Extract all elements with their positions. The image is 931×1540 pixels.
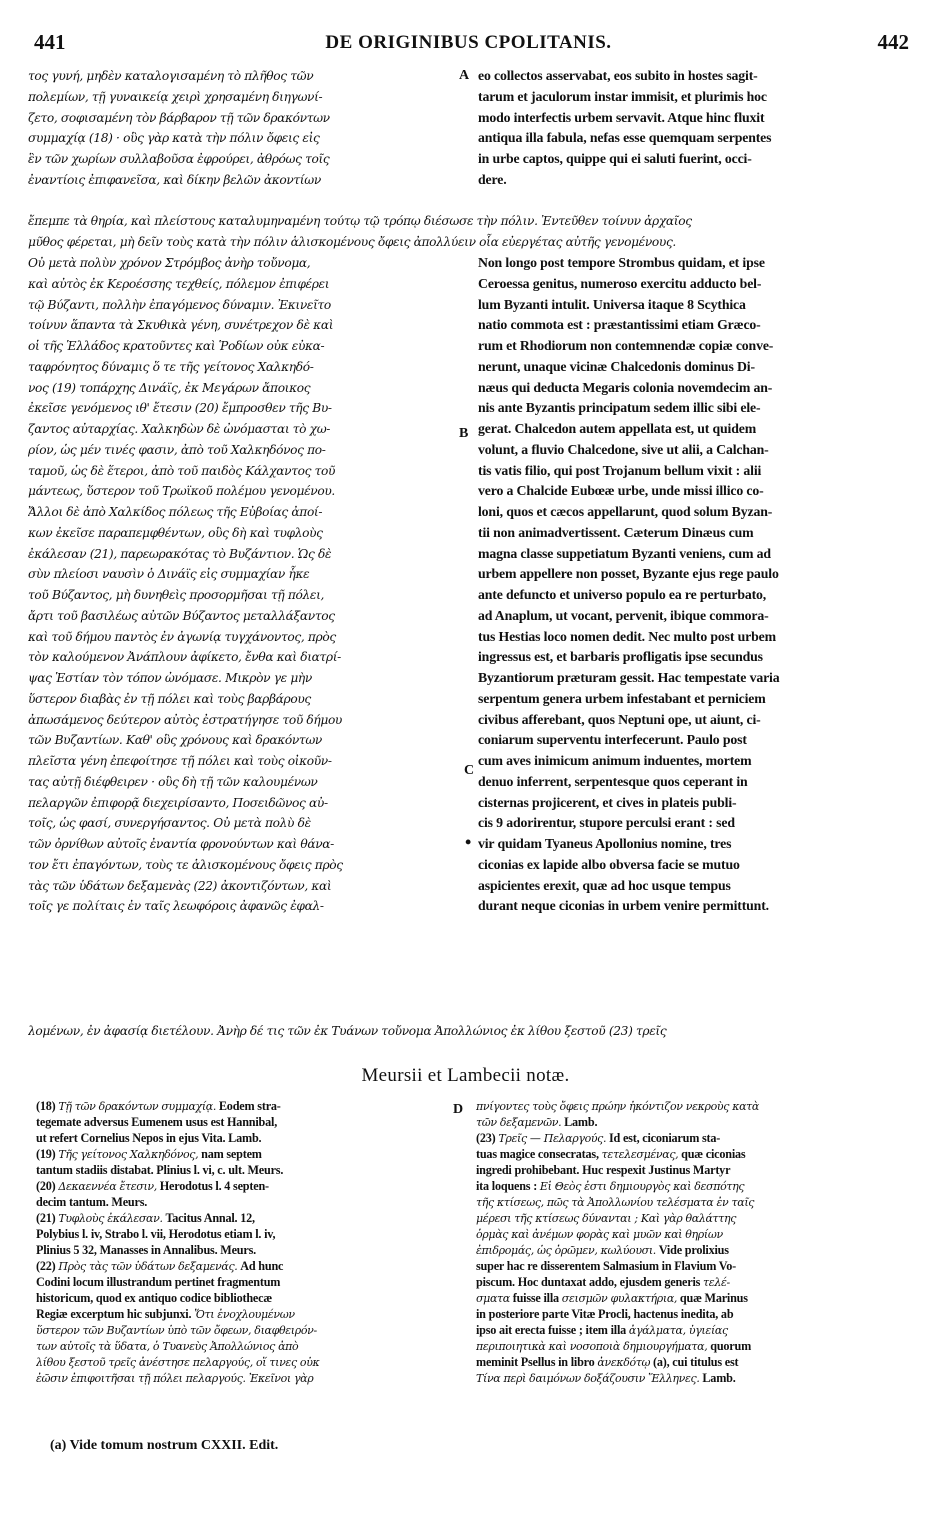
note-line <box>476 1322 912 1338</box>
text-line: aspicientes erexit, quæ ad hoc usque tempus <box>478 877 731 893</box>
text-line: Ceroessa genitus, numeroso exercitu adducto bel- <box>478 275 762 291</box>
greek-fragment: ἐπιδρομάς, ὡς ὁρῶμεν, κωλύουσι. <box>476 1244 656 1257</box>
greek-fragment: Τρεῖς — Πελαργούς. <box>498 1132 607 1145</box>
note-line <box>476 1114 912 1130</box>
latin-fragment: meminit Psellus in libro <box>476 1355 598 1369</box>
greek-column-main <box>28 253 465 917</box>
text-line: ἐκεῖσε γενόμενος ιθ' ἔτεσιν (20) ἔμπροσθεν τῆς Βυ- <box>28 401 332 416</box>
text-line: ζετο, σοφισαμένη τὸν βάρβαρον τῇ τῶν δρακόντων <box>28 110 330 125</box>
latin-fragment: Lamb. <box>699 1371 736 1385</box>
text-line: πελαργῶν ἐπιφορᾷ διεχειρίσαντο, Ποσειδῶνος αὐ- <box>28 795 328 810</box>
latin-fragment: (22) <box>36 1259 59 1273</box>
text-line: in urbe captos, quippe qui ei saluti fuerint, occi- <box>478 151 752 166</box>
latin-fragment: tegemate adversus Eumenem usus est Hannibal, <box>36 1115 278 1129</box>
note-line <box>36 1290 440 1306</box>
text-line: dere. <box>478 171 507 187</box>
text-line: nis ante Byzantis principatum sedem illic sibi ele- <box>478 400 761 416</box>
text-line: ἄρτι τοῦ βασιλέως αὐτῶν Βύζαντος μεταλλάξαντος <box>28 608 335 623</box>
note-line <box>476 1306 912 1322</box>
text-line: ἀπωσάμενος δεύτερον αὐτὸς ἐστρατήγησε τοῦ δήμου <box>28 712 342 727</box>
greek-fragment: Τίνα περὶ δαιμόνων δοξάζουσιν Ἕλληνες. <box>476 1372 700 1385</box>
note-line <box>36 1242 440 1258</box>
text-line: ciconias ex lapide albo obversa facie se mutuo <box>478 856 740 872</box>
notes-left-column <box>36 1098 440 1386</box>
greek-fragment: Τυφλοὺς ἐκάλεσαν. <box>58 1212 163 1225</box>
text-line: ad Anaplum, ut vocant, pervenit, ibique commora- <box>478 607 769 623</box>
note-line <box>36 1098 440 1114</box>
text-line: τας αὐτῇ διέφθειρεν · οὓς δὴ τῇ τῶν καλουμένων <box>28 774 318 789</box>
greek-fragment: Πρὸς τὰς τῶν ὑδάτων δεξαμενάς. <box>58 1260 238 1273</box>
latin-fragment: tuas magice consecratas, <box>476 1147 602 1161</box>
greek-fragment: πνίγοντες τοὺς ὄφεις πρώην ἠκόντιζον νεκροὺς κατὰ <box>476 1100 759 1113</box>
latin-fragment: (19) <box>36 1147 59 1161</box>
latin-fragment: Lamb. <box>561 1115 598 1129</box>
greek-fragment: τῆς κτίσεως, πῶς τὰ Ἀπολλωνίου τελέσματα ἐν ταῖς <box>476 1196 755 1209</box>
text-line: ante defuncto et universo populo ea re perturbato, <box>478 587 767 602</box>
greek-fragment: Δεκαεννέα ἔτεσιν, <box>58 1180 157 1193</box>
text-line: νος (19) τοπάρχης Δινάϊς, ἐκ Μεγάρων ἄποικος <box>28 380 311 395</box>
note-line <box>36 1274 440 1290</box>
text-line: τοῖς, ὡς φασί, συνεργήσαντος. Οὐ μετὰ πολὺ δὲ <box>28 816 311 831</box>
text-line: natio commota est : præstantissimi etiam Græco- <box>478 317 761 333</box>
latin-fragment: ipso ait erecta fuisse ; item illa <box>476 1323 629 1337</box>
text-line: tis vatis filio, qui post Trojanum bellum vixit : alii <box>478 462 762 478</box>
text-line: serpentum genera urbem infestabant et perniciem <box>478 690 766 706</box>
running-title: DE ORIGINIBUS CPOLITANIS. <box>325 32 612 53</box>
note-line <box>36 1258 440 1274</box>
text-line: vir quidam Tyaneus Apollonius nomine, tres <box>478 836 732 851</box>
text-line: vero a Chalcide Eubœæ urbe, unde missi illico co- <box>478 483 764 499</box>
notes-right-column <box>476 1098 912 1386</box>
note-line <box>36 1162 440 1178</box>
latin-fragment: Codini locum illustrandum pertinet fragmentum <box>36 1275 281 1289</box>
greek-fragment: περιποιητικὰ καὶ νοσοποιὰ δημιουργήματα, <box>476 1340 708 1353</box>
text-line: καὶ τοῦ δήμου παντὸς ἐν ἀγωνίᾳ τυγχάνοντος, πρὸς <box>28 629 336 644</box>
note-line <box>476 1274 912 1290</box>
note-line <box>36 1354 440 1370</box>
text-line: magna classe suppetiatum Byzanti veniens, cum ad <box>478 545 771 561</box>
latin-fragment: ita loquens : <box>476 1179 540 1193</box>
note-line <box>476 1354 912 1370</box>
text-line: τοῦ Βύζαντος, μὴ δυνηθεὶς προσορμῆσαι τῇ πόλει, <box>28 588 325 602</box>
latin-fragment: (20) <box>36 1179 59 1193</box>
greek-fragment: Τῇ τῶν δρακόντων συμμαχίᾳ. <box>58 1100 217 1113</box>
text-line: πλεῖστα γένη ἐπεφοίτησε τῇ πόλει καὶ τοὺς οἰκοῦν- <box>28 754 332 768</box>
text-line: rum et Rhodiorum non contemnendæ copiæ conve- <box>478 338 774 353</box>
text-line: συμμαχίᾳ (18) · οὓς γὰρ κατὰ τὴν πόλιν ὄφεις εἰς <box>28 131 320 146</box>
text-line: urbem appellere non posset, Byzante ejus rege paulo <box>478 566 779 582</box>
notes-section-title: Meursii et Lambecii notæ. <box>361 1065 570 1086</box>
text-line: gerat. Chalcedon autem appellata est, ut quidem <box>478 421 757 436</box>
text-line: eo collectos asservabat, eos subito in hostes sagit- <box>478 68 758 83</box>
text-line: λομένων, ἐν ἀφασίᾳ διετέλουν. Ἀνὴρ δέ τις τῶν ἐκ Τυάνων τοὔνομα Ἀπολλώνιος ἐκ λίθου ξεστοῦ (23) τρεῖς <box>28 1024 667 1038</box>
latin-column-top <box>478 66 914 191</box>
latin-fragment: (a), cui titulus est <box>650 1355 739 1369</box>
text-line: volunt, a fluvio Chalcedone, sive ut alii, a Calchan- <box>478 441 769 457</box>
latin-fragment: quorum <box>707 1339 752 1353</box>
text-line: ingressus est, et barbaris profligatis ipse secundus <box>478 649 763 665</box>
text-line: ρίον, ὡς μέν τινές φασιν, ἀπὸ τοῦ Χαλκηδόνος πο- <box>28 442 326 457</box>
text-line: ταφρόνητος δύναμις ὅ τε τῆς γείτονος Χαλκηδό- <box>28 359 314 374</box>
text-line: coniarum superventu interfecerunt. Paulo post <box>478 732 747 748</box>
greek-fragment: σεισμῶν φυλακτήρια, <box>561 1292 678 1305</box>
greek-fragment: τελέ- <box>703 1276 730 1289</box>
note-line <box>476 1146 912 1162</box>
latin-fragment: (21) <box>36 1211 59 1225</box>
text-line: κων ἐκεῖσε παραπεμφθέντων, οὓς δὴ καὶ τυφλοὺς <box>28 525 323 540</box>
text-line: Non longo post tempore Strombus quidam, et ipse <box>478 255 765 270</box>
greek-fragment: Ὅτι ἐνοχλουμένων <box>194 1308 295 1321</box>
text-line: τοῖς γε πολίταις ἐν ταῖς λεωφόροις ἀφανῶς ἐφαλ- <box>28 899 324 914</box>
latin-fragment: decim tantum. Meurs. <box>36 1195 148 1209</box>
text-line: τος γυνή, μηδὲν καταλογισαμένη τὸ πλῆθος τῶν <box>28 69 314 83</box>
latin-fragment: Regiæ excerptum hic subjunxi. <box>36 1307 195 1321</box>
note-line <box>476 1194 912 1210</box>
latin-column-main <box>478 253 914 917</box>
latin-fragment: Plinius 5 32, Manasses in Annalibus. Meurs. <box>36 1243 256 1257</box>
note-line <box>36 1226 440 1242</box>
text-line: τὰς τῶν ὑδάτων δεξαμενὰς (22) ἀκοντιζόντων, καὶ <box>28 878 332 893</box>
greek-fragment: Τῆς γείτονος Χαλκηδόνος, <box>58 1148 199 1161</box>
latin-fragment: fuisse illa <box>509 1291 562 1305</box>
latin-fragment: Eodem stra- <box>216 1099 281 1113</box>
margin-marker-d: D <box>453 1102 464 1117</box>
note-line <box>36 1114 440 1130</box>
latin-fragment: ut refert Cornelius Nepos in ejus Vita. Lamb. <box>36 1131 262 1145</box>
note-line <box>476 1162 912 1178</box>
greek-fragment: ἀνεκδότῳ <box>597 1356 651 1369</box>
greek-fragment: Εἰ Θεὸς ἐστι δημιουργὸς καὶ δεσπότης <box>539 1180 745 1193</box>
greek-fragment: σματα <box>476 1292 510 1305</box>
note-line <box>476 1130 912 1146</box>
text-line: tarum et jaculorum instar immisit, et plurimis hoc <box>478 88 767 104</box>
note-line <box>476 1098 912 1114</box>
latin-fragment: super hac re disserentem Salmasium in Flavium Vo- <box>476 1259 737 1273</box>
text-line: ἐναντίοις ἐπιφανεῖσα, καὶ δίκην βελῶν ἀκοντίων <box>28 172 321 187</box>
latin-fragment: historicum, quod ex antiquo codice bibliothecæ <box>36 1291 272 1305</box>
text-line: πολεμίων, τῇ γυναικείᾳ χειρὶ χρησαμένη διηγωνί- <box>28 89 323 104</box>
text-line: loni, quos et cæcos appellarunt, quod solum Byzan- <box>478 504 773 519</box>
note-line <box>36 1306 440 1322</box>
text-line: antiqua illa fabula, nefas esse quemquam serpentes <box>478 130 772 146</box>
latin-fragment: (23) <box>476 1131 499 1145</box>
latin-fragment: Polybius l. iv, Strabo l. vii, Herodotus etiam l. iv, <box>36 1227 276 1241</box>
greek-fragment: ἐῶσιν ἐπιφοιτῆσαι τῇ πόλει πελαργούς. Ἐκεῖνοι γὰρ <box>36 1372 314 1385</box>
editor-footnote: (a) Vide tomum nostrum CXXII. Edit. <box>50 1438 279 1453</box>
text-line: denuo inferrent, serpentesque quos ceperant in <box>478 773 748 789</box>
latin-fragment: tantum stadiis distabat. Plinius l. vi, c. ult. Meurs. <box>36 1163 284 1177</box>
greek-fragment: μέρεσι τῆς κτίσεως δύνανται ; Καὶ γὰρ θαλάττης <box>476 1212 737 1225</box>
text-line: lum Byzanti intulit. Universa itaque 8 Scythica <box>478 296 746 312</box>
text-line: cum aves inimicum animum induentes, mortem <box>478 753 752 768</box>
text-line: Ἄλλοι δὲ ἀπὸ Χαλκίδος πόλεως τῆς Εὐβοίας ἀποί- <box>28 505 323 519</box>
greek-fragment: των αὐτοῖς τὰ ὕδατα, ὁ Τυανεὺς Ἀπολλώνιος ἀπὸ <box>36 1340 299 1353</box>
latin-fragment: piscum. Hoc duntaxat addo, ejusdem generis <box>476 1275 704 1289</box>
margin-dot: • <box>465 832 472 852</box>
greek-fragment: ὕστερον τῶν Βυζαντίων ὑπὸ τῶν ὄφεων, διαφθειρόν- <box>36 1324 317 1337</box>
note-line <box>36 1210 440 1226</box>
greek-fragment: λίθου ξεστοῦ τρεῖς ἀνέστησε πελαργούς, οἵ τινες οὐκ <box>36 1356 320 1369</box>
text-line: ψας Ἑστίαν τὸν τόπον ὠνόμασε. Μικρὸν γε μὴν <box>28 671 312 685</box>
text-line: modo interfectis urbem servavit. Atque hinc fluxit <box>478 109 765 125</box>
note-line <box>476 1178 912 1194</box>
note-line <box>476 1290 912 1306</box>
text-line: τον ἔτι ἐπαγόντων, τοὺς τε ἁλισκομένους ὄφεις πρὸς <box>28 857 343 872</box>
note-line <box>476 1210 912 1226</box>
note-line <box>476 1258 912 1274</box>
latin-fragment: Tacitus Annal. 12, <box>162 1211 255 1225</box>
latin-fragment: Herodotus l. 4 septen- <box>156 1179 269 1193</box>
page-number-left: 441 <box>34 30 66 54</box>
text-line: καὶ αὐτὸς ἐκ Κεροέσσης τεχθείς, πόλεμον ἐπιφέρει <box>28 276 330 291</box>
margin-marker-a: A <box>459 68 470 83</box>
greek-column-top <box>28 66 465 191</box>
latin-fragment: (18) <box>36 1099 59 1113</box>
text-line: næus qui deducta Megaris colonia novemdecim an- <box>478 379 773 395</box>
note-line <box>36 1194 440 1210</box>
latin-fragment: quæ Marinus <box>677 1291 748 1305</box>
greek-full-width-lines <box>28 211 916 253</box>
text-line: οἱ τῆς Ἑλλάδος κρατοῦντες καὶ Ῥοδίων οὐκ εὐκα- <box>28 339 325 353</box>
text-line: ἔπεμπε τὰ θηρία, καὶ πλείστους καταλυμηναμένη τούτῳ τῷ τρόπῳ διέσωσε τὴν πόλιν. Ἐντεῦθεν τοίνυν ἀρχαῖος <box>28 214 692 228</box>
latin-fragment: Vide prolixius <box>655 1243 729 1257</box>
text-line: μάντεως, ὕστερον τοῦ Τρωϊκοῦ πολέμου γενομένου. <box>28 484 335 499</box>
text-line: nerunt, unaque vicinæ Chalcedonis dominus Di- <box>478 358 755 374</box>
text-line: civibus afferebant, quos Neptuni ope, ut aiunt, ci- <box>478 711 761 727</box>
note-line <box>476 1338 912 1354</box>
text-line: ὕστερον διαβὰς ἐν τῇ πόλει καὶ τοὺς βαρβάρους <box>28 691 311 706</box>
text-line: ζαντος αὐταρχίας. Χαλκηδὼν δὲ ὠνόμασται τὸ χω- <box>28 422 331 436</box>
text-line: τὸν καλούμενον Ἀνάπλουν ἀφίκετο, ἔνθα καὶ διατρί- <box>28 650 341 665</box>
latin-fragment: ingredi prohibebant. Huc respexit Justinus Martyr <box>476 1163 731 1177</box>
latin-fragment: quæ ciconias <box>678 1147 746 1161</box>
text-line: ταμοῦ, ὡς δὲ ἕτεροι, ἀπὸ τοῦ παιδὸς Κάλχαντος τοῦ <box>28 463 336 478</box>
latin-fragment: Id est, ciconiarum sta- <box>606 1131 721 1145</box>
text-line: Byzantiorum præturam gessit. Hac tempestate varia <box>478 670 780 685</box>
text-line: cis 9 adorirentur, stupore perculsi erant : sed <box>478 815 735 831</box>
note-line <box>36 1338 440 1354</box>
text-line: Οὐ μετὰ πολὺν χρόνον Στρόμβος ἀνὴρ τοὔνομα, <box>28 256 311 270</box>
note-line <box>36 1178 440 1194</box>
note-line <box>36 1130 440 1146</box>
text-line: tus Hestias loco nomen dedit. Nec multo post urbem <box>478 628 776 644</box>
text-line: tii non animadvertissent. Cæterum Dinæus cum <box>478 524 754 540</box>
text-line: τοίνυν ἅπαντα τὰ Σκυθικὰ γένη, συνέτρεχον δὲ καὶ <box>28 318 334 333</box>
text-line: ἐκάλεσαν (21), παρεωρακότας τὸ Βυζάντιον. Ὡς δὲ <box>28 546 332 561</box>
margin-marker-c: C <box>464 763 475 778</box>
text-line: τῷ Βύζαντι, πολλὴν ἐπαγόμενος δύναμιν. Ἐκινεῖτο <box>28 297 331 312</box>
latin-fragment: Ad hunc <box>237 1259 284 1273</box>
greek-closing-line <box>28 1021 916 1042</box>
text-line: cisternas projicerent, et cives in plateis publi- <box>478 794 737 810</box>
page-number-right: 442 <box>877 30 909 54</box>
text-line: τῶν Βυζαντίων. Καθ' οὓς χρόνους καὶ δρακόντων <box>28 733 322 748</box>
greek-fragment: τετελεσμένας, <box>601 1148 679 1161</box>
greek-fragment: ἀγάλματα, ὑγιείας <box>628 1324 728 1337</box>
greek-fragment: ὁρμὰς καὶ ἀνέμων φορὰς καὶ μυῶν καὶ θηρίων <box>476 1228 723 1241</box>
text-line: τῶν ὀρνίθων αὐτοῖς ἐναντία φρονούντων καὶ θάνα- <box>28 837 334 851</box>
note-line <box>476 1370 912 1386</box>
greek-fragment: τῶν δεξαμενῶν. <box>476 1116 562 1129</box>
note-line <box>36 1370 440 1386</box>
latin-fragment: nam septem <box>198 1147 262 1161</box>
note-line <box>36 1322 440 1338</box>
text-line: μῦθος φέρεται, μὴ δεῖν τοὺς κατὰ τὴν πόλιν ἁλισκομένους ὄφεις ἀπολλύειν οἷα εὐεργέτας αὐτῆς γενομένους. <box>28 234 676 249</box>
text-line: ἓν τῶν χωρίων συλλαβοῦσα ἐφρούρει, ἀθρόως τοῖς <box>28 152 330 166</box>
running-header <box>28 30 909 64</box>
note-line <box>36 1146 440 1162</box>
margin-marker-b: B <box>459 426 469 441</box>
latin-fragment: in posteriore parte Vitæ Procli, hactenus inedita, ab <box>476 1307 734 1321</box>
text-line: σὺν πλείοσι ναυσὶν ὁ Δινάϊς εἰς συμμαχίαν ἧκε <box>28 567 310 582</box>
note-line <box>476 1242 912 1258</box>
note-line <box>476 1226 912 1242</box>
text-line: durant neque ciconias in urbem venire permittunt. <box>478 898 769 914</box>
